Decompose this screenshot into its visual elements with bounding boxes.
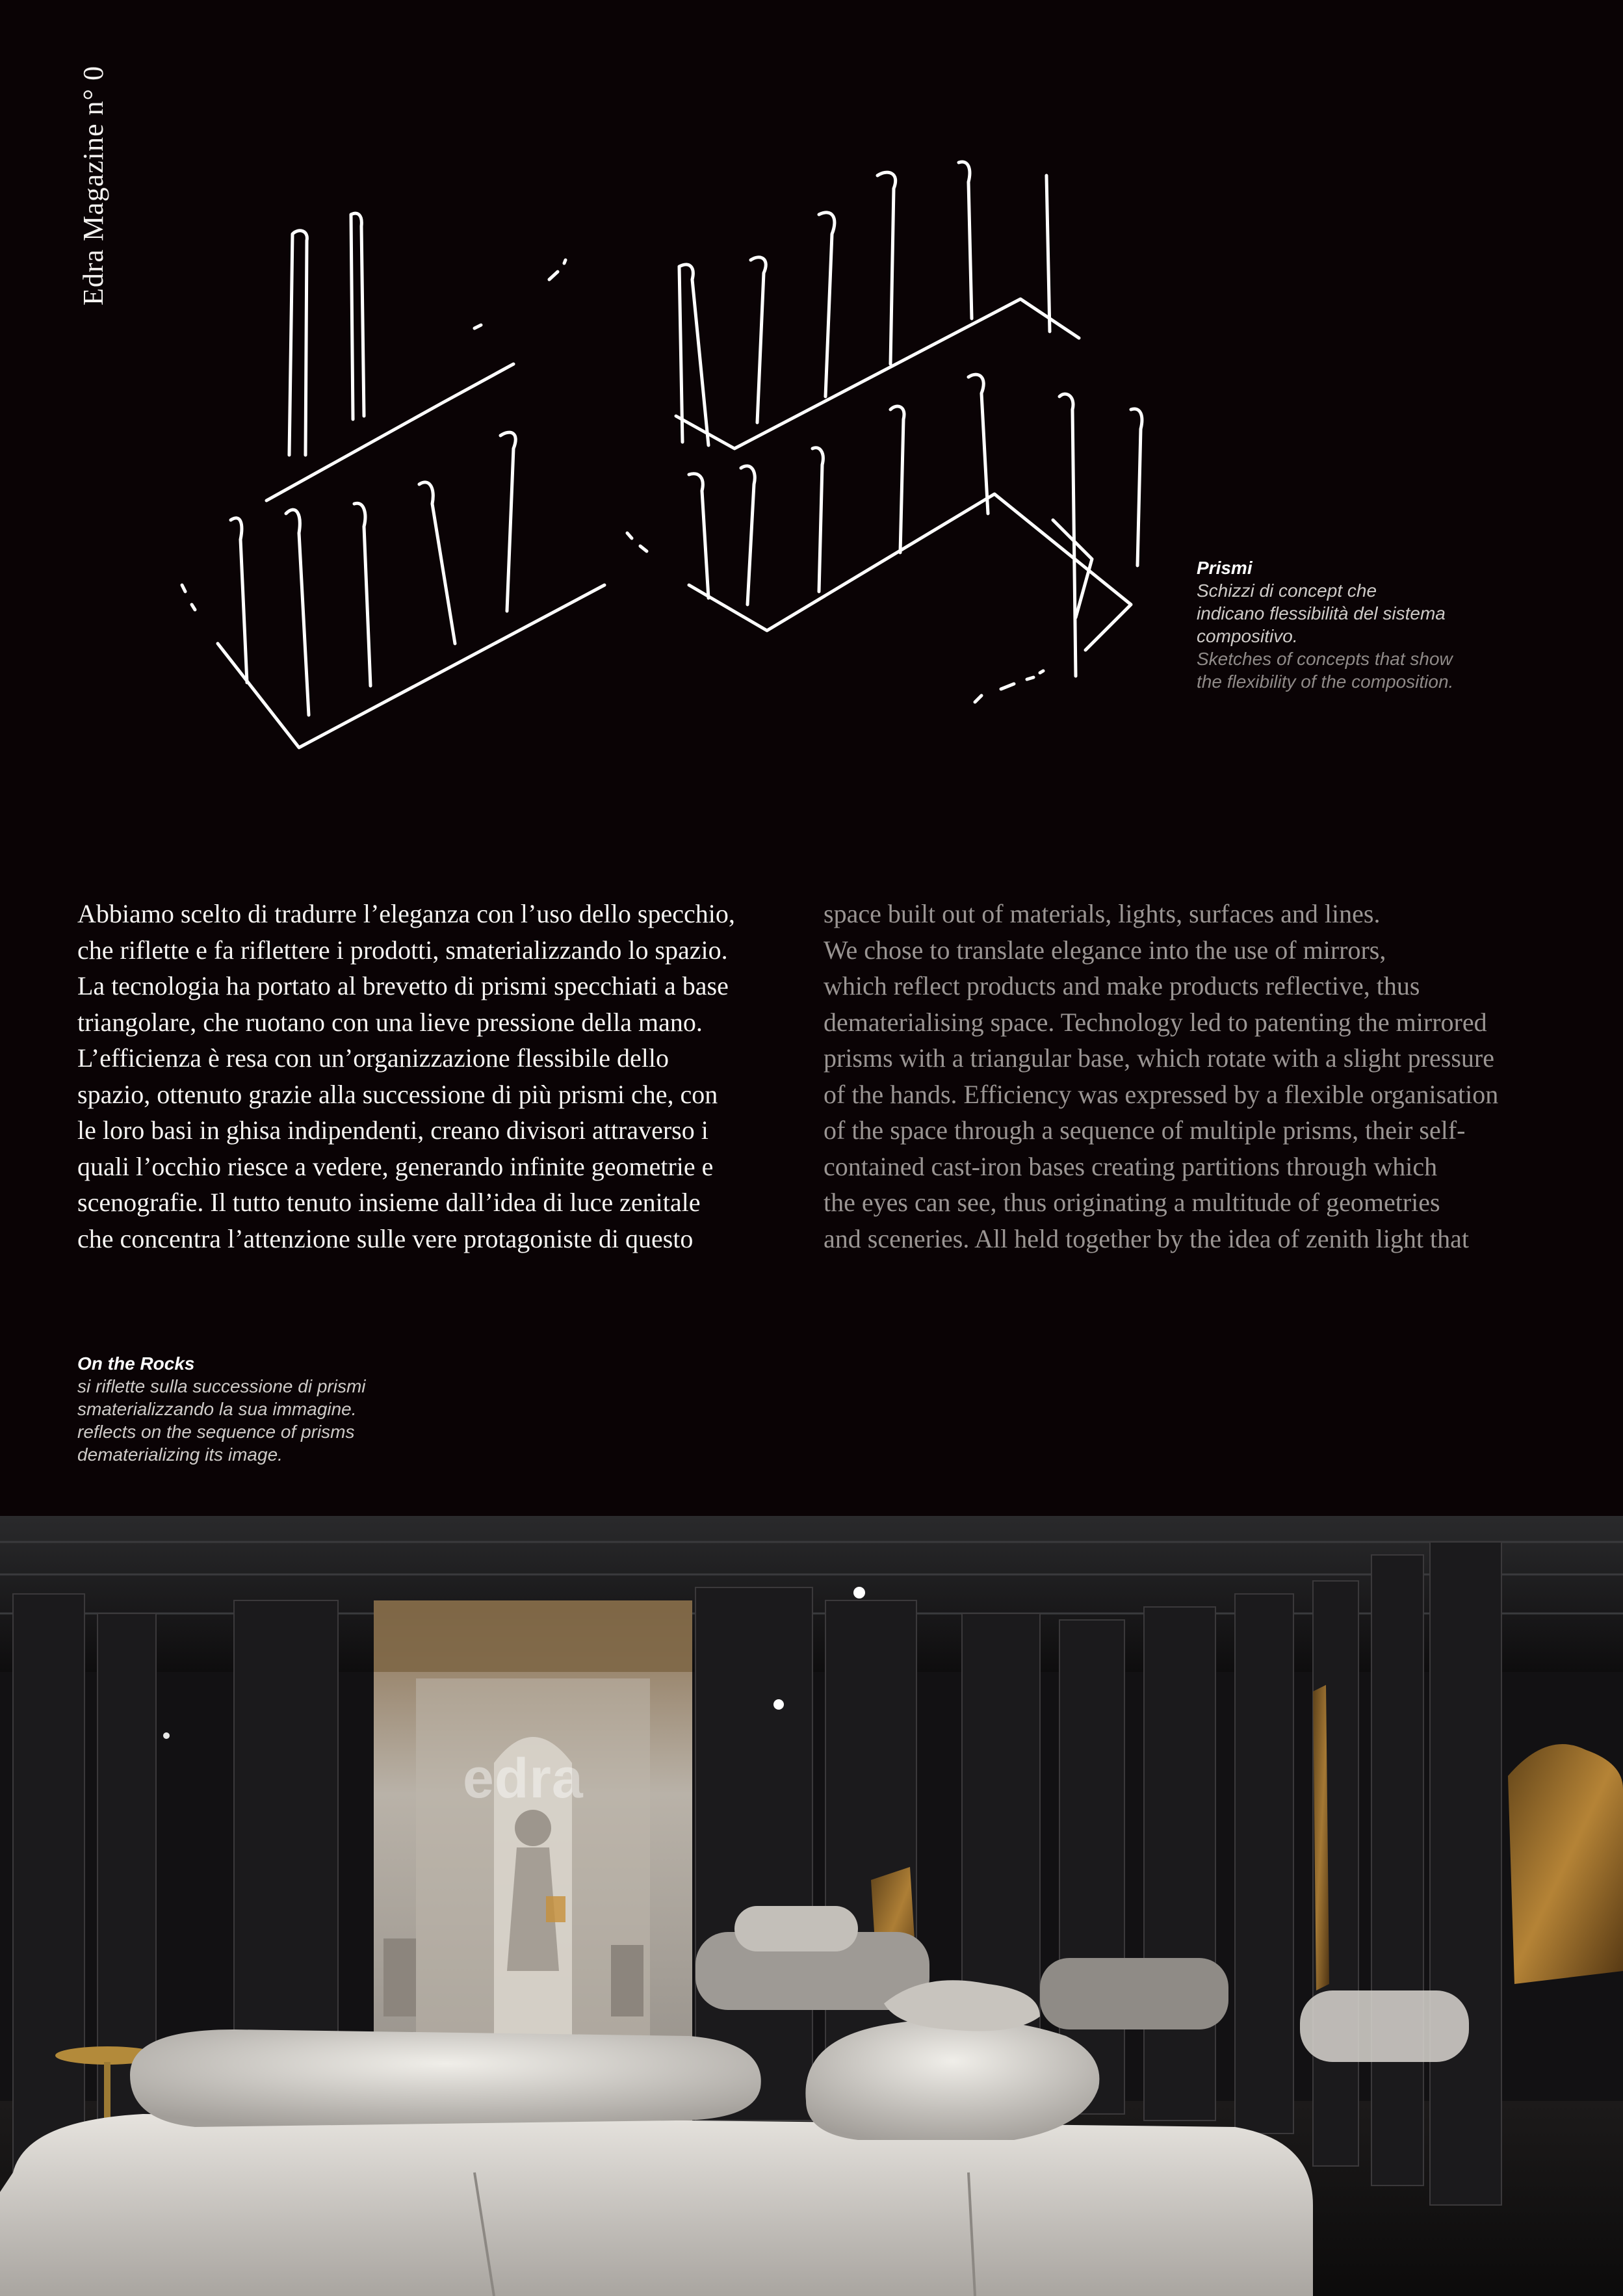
body-text-english	[824, 896, 1571, 1257]
body-line: che riflette e fa riflettere i prodotti, smaterializzando lo spazio.	[77, 935, 728, 965]
edra-logo: edra	[463, 1747, 584, 1810]
body-line: dematerialising space. Technology led to patenting the mirrored	[824, 1007, 1487, 1037]
body-line: che concentra l’attenzione sulle vere protagoniste di questo	[77, 1223, 694, 1253]
body-line: contained cast-iron bases creating partitions through which	[824, 1151, 1438, 1181]
caption-prismi-italian-line: Schizzi di concept che	[1197, 581, 1377, 601]
caption-prismi-italian-line: compositivo.	[1197, 626, 1298, 646]
caption-rocks-english-line: dematerializing its image.	[77, 1444, 283, 1465]
caption-prismi	[1197, 556, 1509, 693]
body-text-italian	[77, 896, 792, 1257]
caption-prismi-italian-line: indicano flessibilità del sistema	[1197, 603, 1446, 623]
body-line: La tecnologia ha portato al brevetto di prismi specchiati a base	[77, 971, 729, 1000]
body-line: quali l’occhio riesce a vedere, generando infinite geometrie e	[77, 1151, 714, 1181]
body-line: spazio, ottenuto grazie alla successione di più prismi che, con	[77, 1079, 718, 1109]
sketch-left-front-row	[182, 432, 647, 748]
caption-prismi-english-line: the flexibility of the composition.	[1197, 672, 1454, 692]
body-line: of the hands. Efficiency was expressed by a flexible organisation	[824, 1079, 1499, 1109]
body-line: prisms with a triangular base, which rotate with a slight pressure	[824, 1043, 1494, 1073]
body-line: and sceneries. All held together by the idea of zenith light that	[824, 1223, 1470, 1253]
body-line: which reflect products and make products reflective, thus	[824, 971, 1420, 1000]
caption-on-the-rocks	[77, 1352, 389, 1466]
body-line: scenografie. Il tutto tenuto insieme dall’idea di luce zenitale	[77, 1188, 701, 1217]
body-line: Abbiamo scelto di tradurre l’eleganza con l’uso dello specchio,	[77, 899, 735, 928]
body-line: We chose to translate elegance into the use of mirrors,	[824, 935, 1386, 965]
body-line: le loro basi in ghisa indipendenti, creano divisori attraverso i	[77, 1115, 708, 1145]
showroom-photo	[0, 1516, 1623, 2296]
body-line: L’efficienza è resa con un’organizzazione flessibile dello	[77, 1043, 669, 1073]
caption-prismi-english-line: Sketches of concepts that show	[1197, 649, 1453, 669]
body-line: space built out of materials, lights, surfaces and lines.	[824, 899, 1381, 928]
sketch-right-back-row	[676, 162, 1079, 449]
magazine-masthead: Edra Magazine n° 0	[77, 65, 109, 306]
sketch-left-back-row	[266, 213, 565, 501]
caption-rocks-italian-line: smaterializzando la sua immagine.	[77, 1399, 357, 1419]
caption-rocks-italian-line: si riflette sulla successione di prismi	[77, 1376, 366, 1396]
caption-rocks-english-line: reflects on the sequence of prisms	[77, 1422, 355, 1442]
body-line: triangolare, che ruotano con una lieve pressione della mano.	[77, 1007, 703, 1037]
body-line: the eyes can see, thus originating a multitude of geometries	[824, 1188, 1440, 1217]
prism-sketch-icon	[169, 150, 1183, 767]
body-line: of the space through a sequence of multiple prisms, their self-	[824, 1115, 1466, 1145]
caption-rocks-title: On the Rocks	[77, 1353, 195, 1374]
caption-prismi-title: Prismi	[1197, 558, 1253, 578]
